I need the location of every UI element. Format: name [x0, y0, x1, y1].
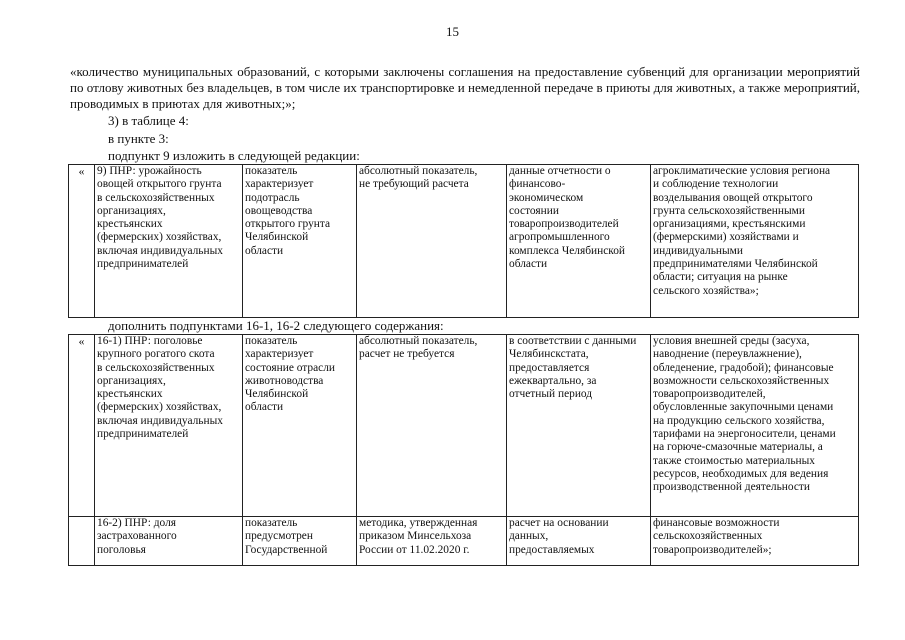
- cell-text: 9) ПНР: урожайность овощей открытого грунта в сельскохозяйственных организациях, крестьянских (фермерских) хозяйствах, включая индивидуальных предпринимателей: [97, 165, 223, 271]
- cell-text: 16-1) ПНР: поголовье крупного рогатого скота в сельскохозяйственных организациях, крестьянских (фермерских) хозяйствах, включая индивидуальных предпринимателей: [97, 335, 223, 441]
- calculation-method-cell: [357, 335, 507, 517]
- table-row: [69, 335, 859, 517]
- influencing-factors-cell: [651, 165, 859, 318]
- cell-text: абсолютный показатель, не требующий расчета: [359, 165, 478, 191]
- calculation-method-cell: [357, 165, 507, 318]
- cell-text: условия внешней среды (засуха, наводнение (переувлажнение), обледенение, градобой); финансовые возможности сельскохозяйственных товаропроизводителей, обусловленные закупочными ценами на продукцию сельского хозяйства, тарифами на энергоносители, ценами на горюче-смазочные материалы, а также стоимостью материальных ресурсов, необходимых для ведения производственной деятельности: [653, 335, 836, 494]
- intro-paragraph: «количество муниципальных образований, с которыми заключены соглашения на предоставление субвенций для организации мероприятий по отлову животных без владельцев, в том числе их транспортировке и немедленной передаче в приюты для животных, а также мероприятий, проводимых в приютах для животных;»;: [70, 64, 860, 111]
- cell-text: показатель характеризует подотрасль овощеводства открытого грунта Челябинской области: [245, 165, 331, 257]
- indicator-description-cell: [243, 517, 357, 566]
- subitem-9-heading: подпункт 9 изложить в следующей редакции:: [108, 148, 360, 163]
- table-row: [69, 517, 859, 566]
- cell-text: показатель характеризует состояние отрасли животноводства Челябинской области: [245, 335, 335, 414]
- cell-text: данные отчетности о финансово- экономическом состоянии товаропроизводителей агропромышленного комплекса Челябинской области: [509, 165, 625, 271]
- cell-text: абсолютный показатель, расчет не требуется: [359, 335, 478, 361]
- cell-text: методика, утвержденная приказом Минсельхоза России от 11.02.2020 г.: [359, 517, 478, 556]
- data-source-cell: [507, 165, 651, 318]
- indicator-description-cell: [243, 165, 357, 318]
- influencing-factors-cell: [651, 335, 859, 517]
- add-subitems-heading: дополнить подпунктами 16-1, 16-2 следующего содержания:: [108, 318, 444, 333]
- cell-text: расчет на основании данных, предоставляемых: [509, 517, 609, 556]
- influencing-factors-cell: [651, 517, 859, 566]
- indicator-name-cell: [95, 517, 243, 566]
- calculation-method-cell: [357, 517, 507, 566]
- cell-text: в соответствии с данными Челябинскстата, предоставляется ежеквартально, за отчетный период: [509, 335, 637, 401]
- empty-cell: [69, 517, 95, 566]
- item-3-heading: 3) в таблице 4:: [108, 113, 189, 128]
- indicator-name-cell: [95, 165, 243, 318]
- cell-text: показатель предусмотрен Государственной: [245, 517, 328, 556]
- cell-text: финансовые возможности сельскохозяйственных товаропроизводителей»;: [653, 517, 780, 556]
- indicator-name-cell: [95, 335, 243, 517]
- table-subitem-9: [68, 164, 859, 318]
- cell-text: 16-2) ПНР: доля застрахованного поголовья: [97, 517, 177, 556]
- data-source-cell: [507, 335, 651, 517]
- cell-text: агроклиматические условия региона и соблюдение технологии возделывания овощей открытого грунта сельскохозяйственными организациями, крестьянскими (фермерскими) хозяйствами и индивидуальными предпринимателями Челябинской области; ситуация на рынке сельского хозяйства»;: [653, 165, 831, 297]
- opening-quote: «: [69, 335, 95, 517]
- page-number: 15: [446, 24, 459, 39]
- table-subitems-16: [68, 334, 859, 566]
- point-3-heading: в пункте 3:: [108, 131, 169, 146]
- indicator-description-cell: [243, 335, 357, 517]
- opening-quote: «: [69, 165, 95, 318]
- table-row: [69, 165, 859, 318]
- data-source-cell: [507, 517, 651, 566]
